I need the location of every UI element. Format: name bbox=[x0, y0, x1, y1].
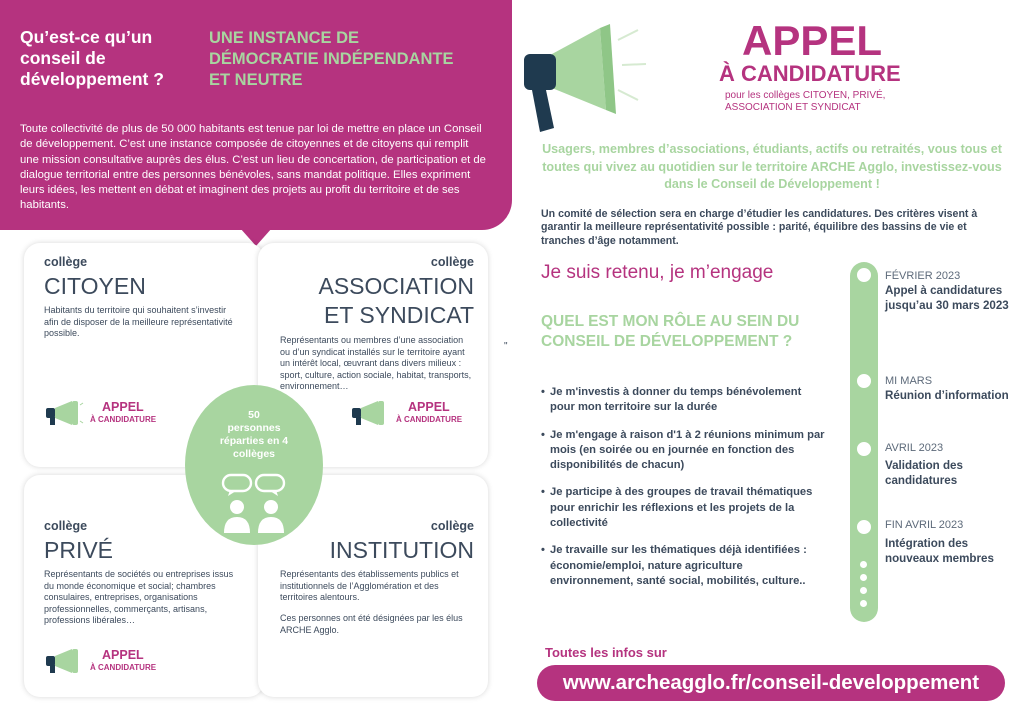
timeline-dot bbox=[860, 561, 867, 568]
circle-count: 50 bbox=[248, 409, 260, 421]
mini-appel-title: APPEL bbox=[102, 400, 144, 414]
mini-appel-title: APPEL bbox=[102, 648, 144, 662]
timeline-node bbox=[854, 265, 874, 285]
usagers-callout: Usagers, membres d’associations, étudiants, actifs ou retraités, vous tous et toutes qui vivez au quotidien sur le territoire ARCHE Agglo, investissez-vous dans le Conseil de Développement ! bbox=[542, 142, 1002, 192]
role-list bbox=[541, 385, 826, 601]
bullet-text: Je travaille sur les thématiques déjà identifiées : économie/emploi, nature agriculture environnement, santé social, mobilités, culture.. bbox=[550, 544, 807, 587]
bullet-marker: • bbox=[541, 386, 545, 398]
intro-panel bbox=[0, 0, 512, 230]
list-item bbox=[541, 385, 826, 416]
bullet-marker: • bbox=[541, 544, 545, 557]
timeline-date: AVRIL 2023 bbox=[885, 442, 944, 454]
intro-question: Qu’est-ce qu’un conseil de développement ? bbox=[20, 27, 164, 89]
appel-subtitle: À CANDIDATURE bbox=[719, 61, 901, 86]
timeline-node bbox=[854, 439, 874, 459]
timeline-dot bbox=[860, 574, 867, 581]
bullet-marker: • bbox=[541, 486, 545, 499]
timeline-date: FIN AVRIL 2023 bbox=[885, 519, 964, 531]
circle-text: personnes réparties en 4 collèges bbox=[219, 422, 289, 460]
timeline-date: MI MARS bbox=[885, 375, 933, 387]
mini-appel-subtitle: À CANDIDATURE bbox=[90, 663, 157, 672]
bullet-marker: • bbox=[541, 428, 545, 441]
mini-appel-subtitle: À CANDIDATURE bbox=[396, 415, 463, 424]
appel-title: APPEL bbox=[742, 17, 883, 64]
college-label: collège bbox=[44, 255, 88, 269]
website-link[interactable]: www.archeagglo.fr/conseil-developpement bbox=[537, 665, 1005, 701]
bullet-text: Je m'investis à donner du temps bénévolement pour mon territoire sur la durée bbox=[550, 386, 802, 414]
megaphone-icon bbox=[44, 647, 84, 675]
college-label: collège bbox=[44, 519, 88, 533]
timeline-node bbox=[854, 517, 874, 537]
timeline-label: Intégration des nouveaux membres bbox=[885, 537, 994, 565]
intro-tagline: UNE INSTANCE DE DÉMOCRATIE INDÉPENDANTE ET NEUTRE bbox=[209, 29, 454, 89]
list-item bbox=[541, 428, 826, 474]
retenu-heading: Je suis retenu, je m’engage bbox=[541, 262, 774, 283]
college-desc-prive: Représentants de sociétés ou entreprises issus du monde économique et social; chambres consulaires, entreprises, organisations professionnelles, commerçants, artisans, professions libérales… bbox=[44, 569, 234, 625]
college-name-association-line1: ASSOCIATION bbox=[318, 273, 474, 299]
college-label: collège bbox=[430, 255, 474, 269]
mini-appel-subtitle: À CANDIDATURE bbox=[90, 415, 157, 424]
college-desc-citoyen: Habitants du territoire qui souhaitent s’investir afin de disposer de la meilleure représentativité possible. bbox=[44, 305, 233, 338]
role-heading: QUEL EST MON RÔLE AU SEIN DU CONSEIL DE DÉVELOPPEMENT ? bbox=[541, 313, 800, 350]
timeline-date: FÉVRIER 2023 bbox=[885, 270, 961, 282]
megaphone-icon bbox=[510, 10, 650, 150]
people-discussion-icon bbox=[220, 473, 288, 535]
bullet-text: Je m'engage à raison d'1 à 2 réunions minimum par mois (en soirée ou en journée en fonction des disponibilités de chacun) bbox=[550, 428, 825, 472]
speech-bubbles-icon bbox=[223, 475, 284, 496]
bullet-text: Je participe à des groupes de travail thématiques pour enrichir les réflexions et les projets de la collectivité bbox=[550, 486, 813, 530]
college-name-institution: INSTITUTION bbox=[329, 537, 474, 563]
selection-committee-text: Un comité de sélection sera en charge d’étudier les candidatures. Des critères visent à garantir la meilleure représentativité possible : parité, équilibre des bassins de vie et tranches d’âge notamment. bbox=[541, 208, 978, 247]
college-desc-institution: Représentants des établissements publics et institutionnels de l’Agglomération et des territoires alentours. bbox=[280, 569, 459, 602]
college-desc-institution-note: Ces personnes ont été désignées par les élus ARCHE Agglo. bbox=[280, 613, 463, 635]
list-item bbox=[541, 543, 826, 589]
mini-appel-badge bbox=[44, 399, 174, 431]
timeline-dot bbox=[860, 587, 867, 594]
mini-appel-title: APPEL bbox=[408, 400, 450, 414]
people-icon bbox=[224, 500, 284, 533]
college-count-circle bbox=[185, 385, 323, 545]
college-name-prive: PRIVÉ bbox=[44, 537, 114, 563]
timeline-label: Appel à candidatures jusqu’au 30 mars 2023 bbox=[885, 284, 1009, 312]
megaphone-icon bbox=[350, 399, 390, 427]
list-item bbox=[541, 485, 826, 531]
infos-label: Toutes les infos sur bbox=[545, 645, 667, 660]
timeline-node bbox=[854, 371, 874, 391]
megaphone-icon bbox=[44, 399, 84, 427]
timeline-label: Réunion d’information bbox=[885, 389, 1009, 402]
timeline-label: Validation des candidatures bbox=[885, 459, 963, 487]
college-name-association-line2: ET SYNDICAT bbox=[324, 302, 474, 328]
appel-colleges: pour les collèges CITOYEN, PRIVÉ, ASSOCIATION ET SYNDICAT bbox=[725, 90, 886, 113]
college-label: collège bbox=[430, 519, 474, 533]
mini-appel-badge bbox=[350, 399, 480, 431]
timeline-dot bbox=[860, 600, 867, 607]
college-desc-association: Représentants ou membres d’une association ou d’un syndicat installés sur le territoire ayant un intérêt local, œuvrant dans divers milieux : sport, culture, action sociale, habitat, transports, environnement… bbox=[280, 335, 472, 391]
intro-text: Toute collectivité de plus de 50 000 habitants est tenue par loi de mettre en place un Conseil de développement. C’est une instance composée de citoyennes et de citoyens qui remplit une mission consultative auprès des élus. C’est un lieu de concertation, de participation et de dialogue territorial entre des personnes bénévoles, sans mandat politique. Elles expriment leurs idées, les mettent en débat et imaginent des projets au profit du territoire et de ses habitants. bbox=[20, 123, 486, 212]
mini-appel-badge bbox=[44, 647, 174, 679]
stray-quote-mark: " bbox=[504, 341, 508, 352]
college-name-citoyen: CITOYEN bbox=[44, 273, 146, 299]
